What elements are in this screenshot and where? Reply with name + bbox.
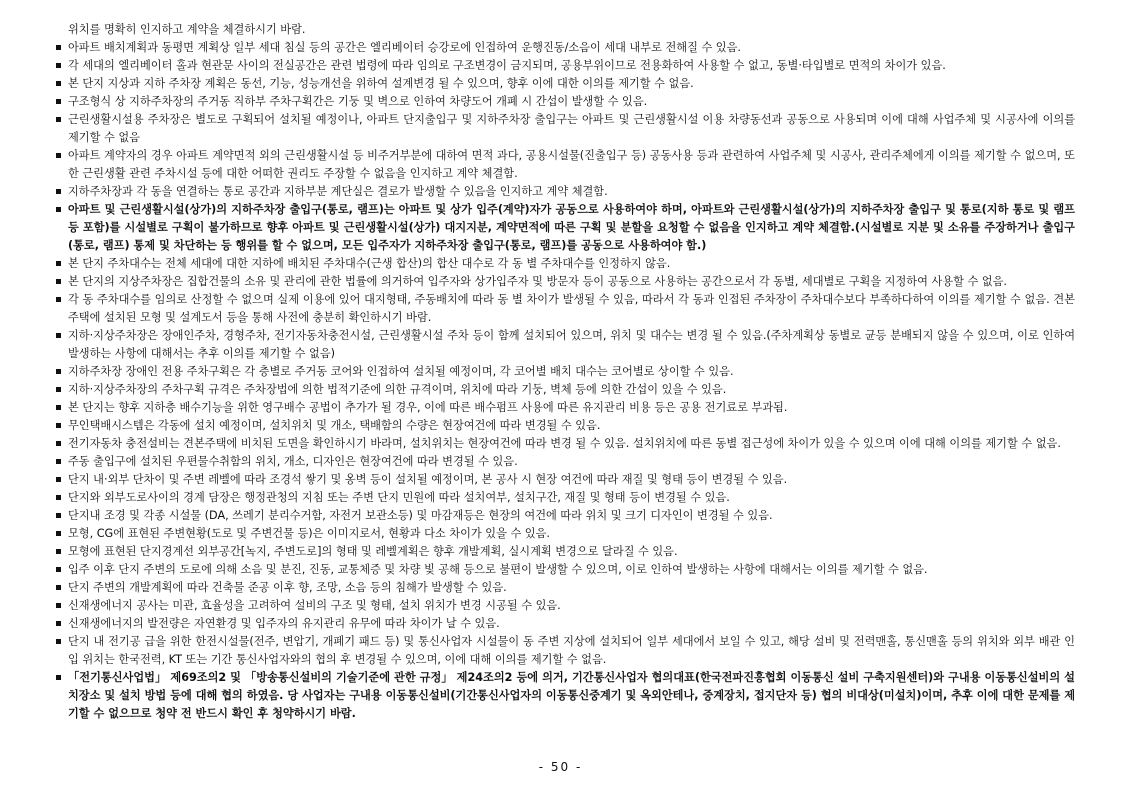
square-bullet-icon <box>56 279 61 284</box>
notice-item-text: 단지와 외부도로사이의 경계 담장은 행정관청의 지침 또는 주변 단지 민원에 따라 설치여부, 설치구간, 재질 및 형태 등이 변경될 수 있음. <box>68 491 730 504</box>
notice-item-text: 무인택배시스템은 각동에 설치 예정이며, 설치위치 및 개소, 택배함의 수량은 현장여건에 따라 변경될 수 있음. <box>68 419 601 432</box>
notice-item-text: 단지 내 전기공 급을 위한 한전시설물(전주, 변압기, 개폐기 패드 등) 및 통신사업자 시설물이 동 주변 지상에 설치되어 일부 세대에서 보일 수 있고, 해당 설비 및 전력맨홀, 통신맨홀 등의 위치와 외부 배관 인입 위치는 한국전력, KT 또는 기간 통신사업자와의 협의 후 변경될 수 있으며, 이에 대해 이의를 제기할 수 없음. <box>68 635 1075 666</box>
notice-item <box>56 255 1075 273</box>
notice-list <box>56 39 1075 723</box>
notice-item <box>56 273 1075 291</box>
square-bullet-icon <box>56 675 61 680</box>
square-bullet-icon <box>56 621 61 626</box>
notice-item-text: 각 세대의 엘리베이터 홀과 현관문 사이의 전실공간은 관련 법령에 따라 임의로 구조변경이 금지되며, 공용부위이므로 전용화하여 사용할 수 없고, 동별·타입별로 면적의 차이가 있음. <box>68 59 946 72</box>
notice-item <box>56 201 1075 255</box>
square-bullet-icon <box>56 45 61 50</box>
notice-item <box>56 381 1075 399</box>
notice-item <box>56 363 1075 381</box>
notice-item-text: 각 동 주차대수를 임의로 산정할 수 없으며 실제 이용에 있어 대지형태, 주동배치에 따라 동 별 차이가 발생될 수 있음, 따라서 각 동과 인접된 주차장이 주차대수보다 부족하다하여 이의를 제기할 수 없음. 견본주택에 설치된 모형 및 설계도서 등을 통해 사전에 충분히 확인하시기 바람. <box>68 293 1075 324</box>
notice-item-text: 지하주차장 장애인 전용 주차구획은 각 층별로 주거동 코어와 인접하여 설치될 예정이며, 각 코어별 배치 대수는 코어별로 상이할 수 있음. <box>68 365 734 378</box>
notice-item-text: 본 단지는 향후 지하층 배수기능을 위한 영구배수 공법이 추가가 될 경우, 이에 따른 배수펌프 사용에 따른 유지관리 비용 등은 공용 전기료로 부과됨. <box>68 401 788 414</box>
notice-item <box>56 327 1075 363</box>
notice-item <box>56 543 1075 561</box>
document-body <box>56 21 1075 723</box>
notice-item <box>56 291 1075 327</box>
square-bullet-icon <box>56 261 61 266</box>
square-bullet-icon <box>56 549 61 554</box>
square-bullet-icon <box>56 585 61 590</box>
notice-item <box>56 669 1075 723</box>
square-bullet-icon <box>56 531 61 536</box>
notice-item <box>56 561 1075 579</box>
notice-item-text: 본 단지 주차대수는 전체 세대에 대한 지하에 배치된 주차대수(근생 합산)의 합산 대수로 각 동 별 주차대수를 인정하지 않음. <box>68 257 671 270</box>
square-bullet-icon <box>56 603 61 608</box>
notice-item-text: 지하·지상주차장의 주차구획 규격은 주차장법에 의한 법적기준에 의한 규격이며, 위치에 따라 기둥, 벽체 등에 의한 간섭이 있을 수 있음. <box>68 383 727 396</box>
notice-item <box>56 417 1075 435</box>
square-bullet-icon <box>56 459 61 464</box>
square-bullet-icon <box>56 405 61 410</box>
square-bullet-icon <box>56 189 61 194</box>
square-bullet-icon <box>56 495 61 500</box>
square-bullet-icon <box>56 153 61 158</box>
square-bullet-icon <box>56 63 61 68</box>
notice-item-text: 본 단지 지상과 지하 주차장 계획은 동선, 기능, 성능개선을 위하여 설계변경 될 수 있으며, 향후 이에 대한 이의를 제기할 수 없음. <box>68 77 694 90</box>
notice-item <box>56 579 1075 597</box>
notice-item <box>56 597 1075 615</box>
notice-item-text: 본 단지의 지상주차장은 집합건물의 소유 및 관리에 관한 법률에 의거하여 입주자와 상가입주자 및 방문자 등이 공동으로 사용하는 공간으로서 각 동별, 세대별로 구획을 지정하여 사용할 수 없음. <box>68 275 1007 288</box>
notice-item-text: 「전기통신사업법」 제69조의2 및 「방송통신설비의 기술기준에 관한 규정」 제24조의2 등에 의거, 기간통신사업자 협의대표(한국전파진흥협회 이동통신 설비 구축지원센터)와 구내용 이동통신설비의 설치장소 및 설치 방법 등에 대해 협의 하였음. 당 사업자는 구내용 이동통신설비(기간통신사업자의 이동통신중계기 및 옥외안테나, 중계장치, 접지단자 등) 협의 비대상(미설치)이며, 추후 이에 대한 문제를 제기할 수 없으므로 청약 전 반드시 확인 후 청약하시기 바람. <box>68 671 1075 720</box>
notice-item-text: 신재생에너지 공사는 미관, 효율성을 고려하여 설비의 구조 및 형태, 설치 위치가 변경 시공될 수 있음. <box>68 599 561 612</box>
notice-item-text: 아파트 및 근린생활시설(상가)의 지하주차장 출입구(통로, 램프)는 아파트 및 상가 입주(계약)자가 공동으로 사용하여야 하며, 아파트와 근린생활시설(상가)의 지하주차장 출입구 및 통로(지하 통로 및 램프 등 포함)를 시설별로 구획이 불가하므로 향후 아파트 및 근린생활시설(상가) 대지지분, 계약면적에 따른 구획 및 분할을 요청할 수 없음을 인지하고 계약 체결함.(시설별로 지분 및 소유를 주장하거나 출입구(통로, 램프) 통제 및 차단하는 등 행위를 할 수 없으며, 모든 입주자가 지하주차장 출입구(통로, 램프)를 공동으로 사용하여야 함.) <box>68 203 1075 252</box>
notice-item <box>56 615 1075 633</box>
notice-item <box>56 453 1075 471</box>
notice-item-text: 지하주차장과 각 동을 연결하는 통로 공간과 지하부분 계단실은 결로가 발생할 수 있음을 인지하고 계약 체결함. <box>68 185 608 198</box>
notice-item-text: 구조형식 상 지하주차장의 주거동 직하부 주차구획간은 기둥 및 벽으로 인하여 차량도어 개폐 시 간섭이 발생할 수 있음. <box>68 95 648 108</box>
square-bullet-icon <box>56 639 61 644</box>
notice-item-text: 신재생에너지의 발전량은 자연환경 및 입주자의 유지관리 유무에 따라 차이가 날 수 있음. <box>68 617 500 630</box>
square-bullet-icon <box>56 477 61 482</box>
square-bullet-icon <box>56 81 61 86</box>
notice-item <box>56 471 1075 489</box>
notice-item-text: 전기자동차 충전설비는 견본주택에 비치된 도면을 확인하시기 바라며, 설치위치는 현장여건에 따라 변경 될 수 있음. 설치위치에 따른 동별 접근성에 차이가 있을 수 있으며 이에 대해 이의를 제기할 수 없음. <box>68 437 1061 450</box>
notice-item <box>56 507 1075 525</box>
square-bullet-icon <box>56 297 61 302</box>
notice-item <box>56 57 1075 75</box>
notice-item-text: 단지내 조경 및 각종 시설물 (DA, 쓰레기 분리수거함, 자전거 보관소등) 및 마감재등은 현장의 여건에 따라 위치 및 크기 디자인이 변경될 수 있음. <box>68 509 773 522</box>
notice-item-text: 단지 주변의 개발계획에 따라 건축물 준공 이후 향, 조망, 소음 등의 침해가 발생할 수 있음. <box>68 581 507 594</box>
notice-item <box>56 111 1075 147</box>
square-bullet-icon <box>56 207 61 212</box>
continuation-text: 위치를 명확히 인지하고 계약을 체결하시기 바람. <box>68 23 306 36</box>
notice-item <box>56 147 1075 183</box>
page-number: - 50 - <box>538 760 583 774</box>
notice-item-text: 아파트 계약자의 경우 아파트 계약면적 외의 근린생활시설 등 비주거부분에 대하여 면적 과다, 공용시설물(진출입구 등) 공동사용 등과 관련하여 사업주체 및 시공사, 관리주체에게 이의를 제기할 수 없으며, 또한 근린생활 관련 주차시설 등에 대한 어떠한 권리도 주장할 수 없음을 인지하고 계약 체결함. <box>68 149 1075 180</box>
notice-item-text: 모형, CG에 표현된 주변현황(도로 및 주변건물 등)은 이미지로서, 현황과 다소 차이가 있을 수 있음. <box>68 527 550 540</box>
square-bullet-icon <box>56 369 61 374</box>
square-bullet-icon <box>56 441 61 446</box>
square-bullet-icon <box>56 99 61 104</box>
notice-item <box>56 75 1075 93</box>
notice-item-text: 지하·지상주차장은 장애인주차, 경형주차, 전기자동차충전시설, 근린생활시설 주차 등이 함께 설치되어 있으며, 위치 및 대수는 변경 될 수 있음.(주차계획상 동별로 균등 분배되지 않을 수 있으며, 이로 인하여 발생하는 사항에 대해서는 추후 이의를 제기할 수 없음) <box>68 329 1075 360</box>
notice-item <box>56 633 1075 669</box>
notice-item-text: 단지 내·외부 단차이 및 주변 레벨에 따라 조경석 쌓기 및 옹벽 등이 설치될 예정이며, 본 공사 시 현장 여건에 따라 재질 및 형태 등이 변경될 수 있음. <box>68 473 788 486</box>
notice-item <box>56 93 1075 111</box>
square-bullet-icon <box>56 423 61 428</box>
square-bullet-icon <box>56 117 61 122</box>
notice-item <box>56 435 1075 453</box>
notice-item-text: 모형에 표현된 단지경계선 외부공간[녹지, 주변도로]의 형태 및 레벨계획은 향후 개발계획, 실시계획 변경으로 달라질 수 있음. <box>68 545 678 558</box>
square-bullet-icon <box>56 567 61 572</box>
notice-item <box>56 39 1075 57</box>
square-bullet-icon <box>56 333 61 338</box>
notice-item <box>56 525 1075 543</box>
notice-item-text: 입주 이후 단지 주변의 도로에 의해 소음 및 분진, 진동, 교통체증 및 차량 빛 공해 등으로 불편이 발생할 수 있으며, 이로 인하여 발생하는 사항에 대해서는 이의를 제기할 수 없음. <box>68 563 928 576</box>
notice-item <box>56 399 1075 417</box>
notice-item-text: 아파트 배치계획과 동평면 계획상 일부 세대 침실 등의 공간은 엘리베이터 승강로에 인접하여 운행진동/소음이 세대 내부로 전해질 수 있음. <box>68 41 741 54</box>
notice-item-text: 주동 출입구에 설치된 우편물수취함의 위치, 개소, 디자인은 현장여건에 따라 변경될 수 있음. <box>68 455 518 468</box>
square-bullet-icon <box>56 513 61 518</box>
notice-item <box>56 489 1075 507</box>
notice-item <box>56 183 1075 201</box>
square-bullet-icon <box>56 387 61 392</box>
notice-item-text: 근린생활시설용 주차장은 별도로 구획되어 설치될 예정이나, 아파트 단지출입구 및 지하주차장 출입구는 아파트 및 근린생활시설 이용 차량동선과 공동으로 사용되며 이에 대해 사업주체 및 시공사에 이의를 제기할 수 없음 <box>68 113 1075 144</box>
